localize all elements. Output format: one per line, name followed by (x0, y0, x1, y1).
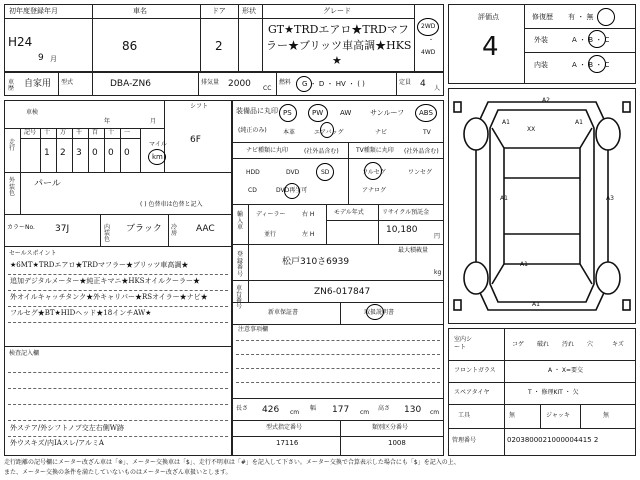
exterior-color-value: パール (34, 179, 61, 189)
equip-aw: AW (340, 109, 352, 117)
car-name: 86 (122, 39, 138, 53)
first-reg-label: 初年度登録年月 (9, 7, 58, 15)
cap-unit: 人 (434, 85, 441, 92)
use-value: 自家用 (24, 79, 52, 89)
grade-line-2: ラー★ブリッツ車高調★HKS (266, 39, 412, 52)
tools-label: 工具 (458, 412, 471, 419)
exterior-b-circle (588, 30, 606, 48)
interior-sheet-item: キズ (612, 341, 624, 348)
navi-dvd: DVD (286, 169, 300, 176)
mileage-digit-label: 十 (44, 129, 51, 136)
mgmt-label: 管理番号 (452, 437, 477, 444)
interior-sheet-item: 破れ (537, 341, 550, 348)
repair-value: 有 ・ 無 (568, 13, 594, 21)
navi-dvd-play: DVD再生可 (276, 187, 308, 194)
car-diagram (448, 88, 636, 324)
plate-label: 登録番号 (237, 251, 244, 278)
length-unit: cm (290, 409, 300, 416)
recycle-value: 10,180 (386, 225, 418, 235)
door-value: 2 (215, 39, 223, 53)
spare-label: スペアタイヤ (454, 389, 490, 396)
interior-sheet-item: コゲ (512, 341, 525, 348)
exterior-color-label: 外装色 (9, 177, 16, 198)
diagram-mark-a1-rear-left: A1 (500, 195, 508, 202)
diagram-mark-a3: A3 (606, 195, 614, 202)
sales-point-line: フルセグ★BT★HIDヘッド★18インチAW★ (10, 309, 152, 317)
warranty-label: 新車保証書 (268, 309, 299, 316)
mileage-digit: 2 (60, 148, 66, 158)
grade-label: グレード (323, 7, 351, 15)
mileage-digit: 0 (92, 148, 98, 158)
fuel-label: 燃料 (279, 79, 292, 86)
chassis-value: ZN6-017847 (314, 287, 371, 297)
mileage-digit-label: 記号 (24, 129, 37, 136)
diagram-mark-a1-left: A1 (502, 119, 510, 126)
diagram-mark-a1-bottom-2: A1 (532, 301, 540, 308)
fuel-gasoline-circle (296, 76, 312, 92)
jack-value: 無 (603, 412, 610, 419)
drive-2wd: 2WD (421, 23, 436, 30)
door-label: ドア (212, 7, 226, 15)
mileage-km-circle (148, 149, 166, 165)
sales-label: セールスポイント (9, 250, 57, 257)
use-label: 車歴 (8, 79, 15, 92)
repair-label: 修復歴 (532, 13, 553, 21)
ac-value: AAC (196, 224, 215, 234)
windshield-value: A ・ X=要交 (548, 367, 584, 374)
exterior-grade-label: 外装 (534, 36, 548, 44)
model-year-label: モデル年式 (334, 209, 364, 216)
max-load-label: 最大積載量 (398, 247, 429, 254)
left-hand: 左 H (302, 231, 315, 238)
drive-2wd-circle (417, 18, 439, 36)
navi-cd: CD (248, 187, 257, 194)
diagram-mark-a2-top: A2 (542, 97, 550, 104)
tv-fullseg: フルセグ (362, 169, 386, 176)
sales-point-line: ★6MT★TRDエアロ★TRDマフラー★ブリッツ車高調★ (10, 261, 189, 269)
width-label: 幅 (310, 405, 317, 412)
fuel-options: G ・ D ・ HV ・ ( ) (302, 80, 365, 88)
color-change-note: ( ) 色替車は色替と記入 (140, 201, 203, 208)
navi-dvd-play-circle (284, 183, 300, 199)
diagram-mark-a1-right: A1 (575, 119, 583, 126)
navi-sd-circle (316, 163, 334, 181)
mileage-label: 走行 (9, 139, 16, 152)
diagram-mark-a1-bottom: A1 (520, 261, 528, 268)
cat-no-value: 1008 (388, 439, 406, 447)
cap-label: 定員 (399, 79, 412, 86)
mileage-digit-label: 千 (76, 129, 83, 136)
interior-grade-value: A ・ B ・ C (572, 61, 610, 69)
shift-value: 6F (190, 135, 201, 145)
interior-color-label: 内装色 (104, 224, 111, 243)
plate-value: 松戸310さ6939 (282, 257, 350, 267)
sales-point-line: 追加デジタルメーター★純正キマニ★HKSオイルクーラー★ (10, 277, 201, 285)
interior-b-circle (588, 55, 606, 73)
score-label: 評価点 (478, 13, 499, 21)
max-load-unit: kg (434, 269, 442, 276)
equip-abs: ABS (419, 109, 433, 117)
mileage-digit: 3 (76, 148, 82, 158)
spare-value: T ・ 修理KIT ・ 欠 (528, 389, 579, 396)
equip-pw-circle (308, 104, 328, 122)
tv-fullseg-circle (364, 162, 382, 180)
sales-point-line: 外オイルキャッチタンク★外キャリパー★RSオイラー★ナビ★ (10, 293, 208, 301)
height-label: 高さ (378, 405, 391, 412)
inspection-month: 月 (150, 118, 157, 125)
tv-oneseg: ワンセグ (408, 169, 433, 176)
equip-pw: PW (312, 109, 324, 117)
tools-value: 無 (509, 412, 516, 419)
color-no-value: 37J (55, 224, 70, 234)
inspection-year: 年 (104, 118, 111, 125)
shape-label: 形状 (242, 7, 256, 15)
equip-tv: TV (423, 129, 431, 136)
equip-abs-circle (415, 104, 437, 122)
score-value: 4 (482, 32, 499, 62)
import-dealer: ディーラー (256, 211, 286, 218)
model-label: 型式 (61, 79, 74, 86)
tv-analog: アナログ (362, 187, 387, 194)
import-label: 輸入車 (237, 211, 244, 232)
tv-sub: (社外品含む) (404, 148, 439, 155)
ac-label: 冷房 (171, 224, 178, 237)
equip-leather: 本革 (283, 129, 296, 136)
mileage-digit-label: 一 (124, 129, 131, 136)
repair-none-circle (597, 8, 615, 26)
equip-ps-circle (279, 104, 297, 122)
length-label: 長さ (236, 405, 249, 412)
inspector-line-2: 外ウスキズ/内IAスレ/アルミA (10, 439, 104, 447)
tv-title: TV種類に丸印 (356, 147, 394, 154)
interior-sheet-item: 汚れ (562, 341, 575, 348)
navi-sd: SD (321, 169, 330, 176)
disp-value: 2000 (228, 79, 251, 89)
windshield-label: フロントガラス (454, 367, 496, 374)
footer-line-2: また、メーター交換の条件を満たしていないものはメーター改ざん車扱いとします。 (4, 469, 232, 476)
interior-grade-label: 内装 (534, 61, 548, 69)
mileage-digit-label: 百 (92, 129, 99, 136)
type-no-label: 型式指定番号 (266, 424, 303, 431)
width-value: 177 (332, 405, 350, 415)
disp-label: 排気量 (201, 79, 220, 86)
inspector-label: 検査記入欄 (9, 350, 40, 357)
mileage-digit: 0 (108, 148, 114, 158)
notes-label: 注意事項欄 (238, 326, 269, 333)
footer-line-1: 走行距離の記号欄にメーター改ざん車は「※」、メーター交換車は「$」、走行不明車は「#」を記入して下さい。メーター交換で合算表示した場合にも「$」を記入の上、 (4, 459, 460, 466)
chassis-label: 車台番号 (236, 285, 243, 310)
mileage-digit-label: 万 (60, 129, 67, 136)
drive-4wd: 4WD (421, 49, 436, 56)
navi-sub: (社外品含む) (304, 148, 339, 155)
inspector-line-1: 外ステア/外シフトノブ交左右側W跡 (10, 424, 124, 432)
equipment-sub: (純正のみ) (238, 127, 267, 134)
import-parallel: 並行 (264, 231, 277, 238)
exterior-grade-value: A ・ B ・ C (572, 36, 610, 44)
width-unit: cm (360, 409, 370, 416)
disp-unit: CC (263, 85, 272, 92)
mileage-digit: 1 (44, 148, 50, 158)
mileage-km-unit: km (152, 153, 163, 161)
cat-no-label: 類別区分番号 (372, 424, 409, 431)
grade-line-1: GT★TRDエアロ★TRDマフ (268, 23, 409, 36)
color-no-label: カラーNo. (7, 224, 35, 231)
shift-label: シフト (190, 103, 209, 110)
equipment-title: 装備品に丸印 (236, 107, 278, 115)
mgmt-value: 0203800021000004415 2 (507, 436, 599, 444)
height-unit: cm (430, 409, 440, 416)
grade-line-3: ★ (332, 54, 342, 67)
manual-circle (366, 304, 384, 320)
diagram-mark-xx: XX (527, 126, 536, 133)
length-value: 426 (262, 405, 280, 415)
equip-ps: PS (283, 109, 292, 117)
model-value: DBA-ZN6 (110, 79, 151, 89)
equip-airbag-circle (320, 122, 334, 138)
first-reg-value: H24 (8, 35, 33, 49)
mileage-mile-unit: マイル (149, 141, 167, 148)
interior-sheet-item: 穴 (587, 341, 594, 348)
equip-sunroof: サンルーフ (370, 109, 405, 117)
recycle-unit: 円 (434, 233, 441, 240)
height-value: 130 (404, 405, 422, 415)
recycle-label: リサイクル預託金 (382, 209, 430, 216)
inspection-label: 車検 (26, 109, 39, 116)
manual-label: 取扱説明書 (364, 309, 395, 316)
cap-value: 4 (420, 79, 426, 89)
name-label: 車名 (133, 7, 147, 15)
first-reg-month: 9 (38, 53, 44, 63)
equip-navi: ナビ (375, 129, 388, 136)
mileage-digit-label: 十 (108, 129, 115, 136)
equip-airbag: エアバッグ (314, 129, 344, 136)
right-hand: 右 H (302, 211, 315, 218)
mileage-digit: 0 (124, 148, 130, 158)
interior-sheet-label: 室内シート (454, 336, 473, 351)
navi-title: ナビ種類に丸印 (246, 147, 289, 154)
type-no-value: 17116 (276, 439, 299, 447)
month-unit: 月 (50, 55, 57, 63)
navi-hdd: HDD (246, 169, 260, 176)
interior-color-value: ブラック (126, 224, 162, 234)
jack-label: ジャッキ (546, 412, 570, 419)
